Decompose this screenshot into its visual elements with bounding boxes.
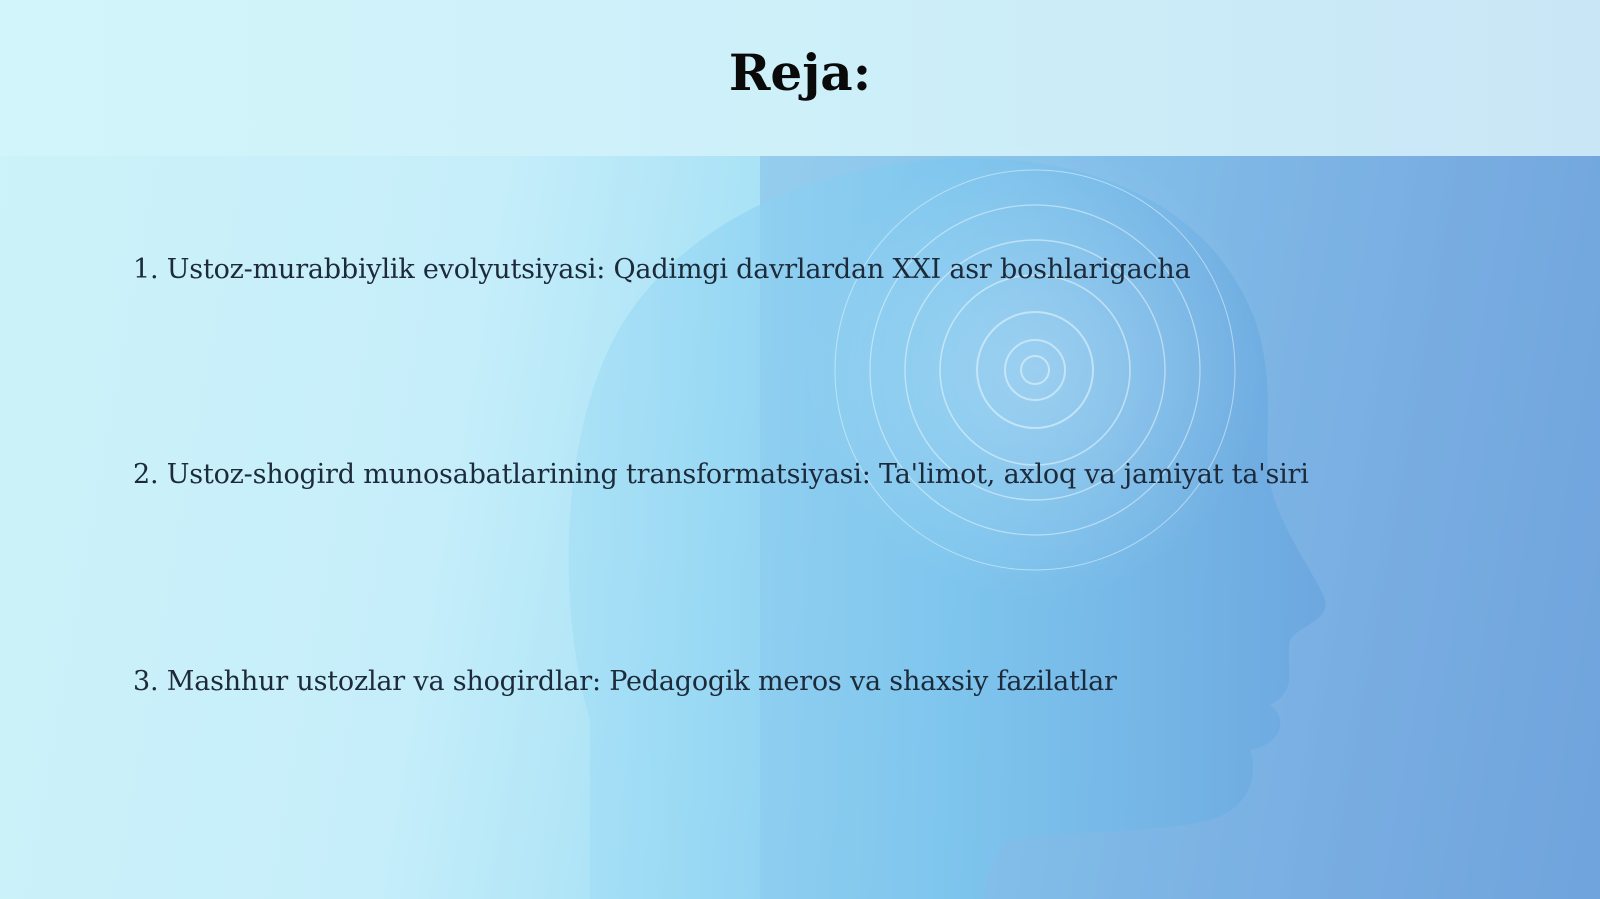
slide-title: Reja: [728,43,872,102]
plan-item-3: 3. Mashhur ustozlar va shogirdlar: Pedagogik meros va shaxsiy fazilatlar [133,666,1117,697]
plan-item-1: 1. Ustoz-murabbiylik evolyutsiyasi: Qadimgi davrlardan XXI asr boshlarigacha [133,254,1191,285]
plan-item-2: 2. Ustoz-shogird munosabatlarining transformatsiyasi: Ta'limot, axloq va jamiyat ta'siri [133,459,1309,490]
